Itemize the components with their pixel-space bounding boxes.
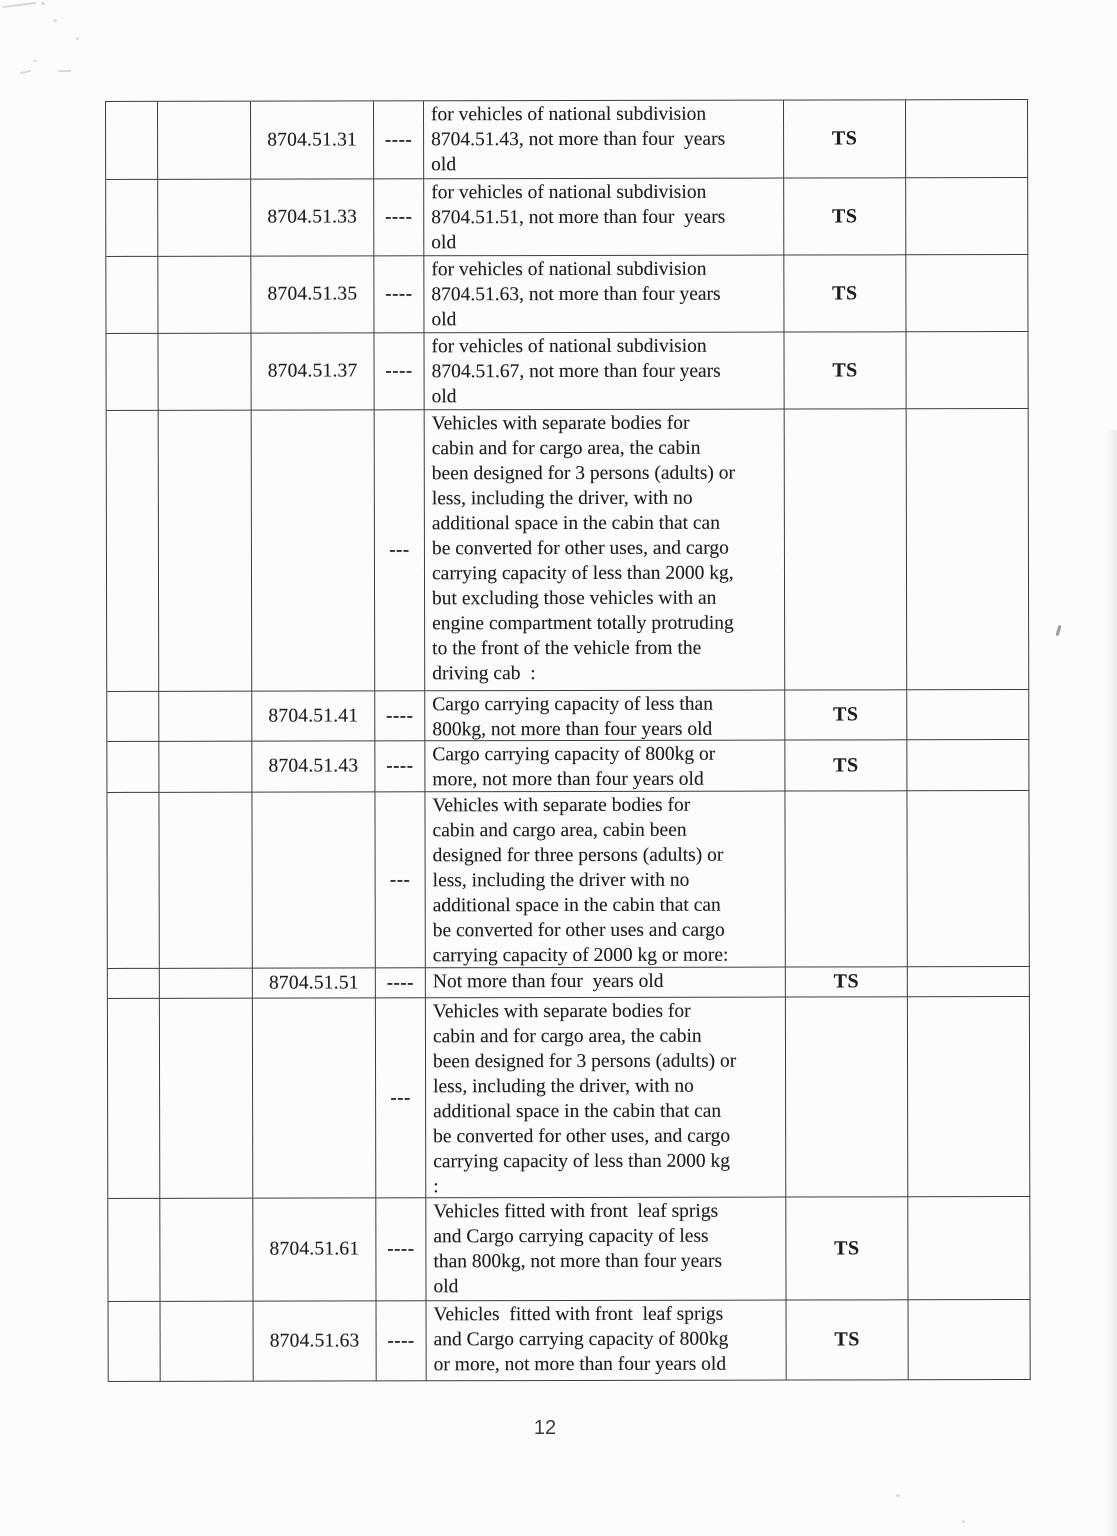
cell-empty: [107, 411, 160, 692]
cell-empty: [160, 969, 253, 999]
table-row: [109, 1300, 1031, 1382]
scan-speckle: [896, 1494, 900, 1497]
description: Vehicles fitted with front leaf sprigs and Cargo carrying capacity of less than 800kg, not more than four years old: [426, 1198, 786, 1302]
cell-empty: [158, 257, 251, 334]
scan-speckle: [76, 37, 79, 40]
dash-level: ----: [376, 968, 426, 998]
cell-empty: [907, 791, 1029, 967]
status-code: [786, 997, 908, 1197]
cell-empty: [907, 690, 1029, 740]
dash-level: ----: [374, 333, 424, 410]
dash-level: ----: [375, 741, 425, 792]
cell-empty: [906, 100, 1028, 178]
cell-empty: [109, 1302, 161, 1382]
hs-code: 8704.51.51: [253, 968, 376, 998]
cell-empty: [906, 178, 1028, 255]
description: Vehicles with separate bodies for cabin and for cargo area, the cabin been designed for 3 persons (adults) or less, including the driver, with no additional space in the cabin that can be converted for other uses, and cargo carrying capacity of less than 2000 kg, but excluding those vehicles with an engine compartment totally protruding to the front of the vehicle from the driving cab :: [425, 410, 786, 692]
status-code: TS: [786, 1197, 908, 1300]
dash-level: ----: [377, 1301, 427, 1381]
table-row: [106, 332, 1028, 411]
dash-level: ----: [374, 179, 424, 256]
table-row: [108, 997, 1030, 1199]
tariff-table: [105, 99, 1031, 1382]
status-code: TS: [787, 1300, 909, 1380]
cell-empty: [106, 257, 158, 334]
scan-speckle: [2, 2, 36, 8]
dash-level: ---: [376, 998, 426, 1198]
status-code: TS: [785, 690, 907, 740]
description: for vehicles of national subdivision 8704.51.63, not more than four years old: [424, 256, 784, 334]
table-row: [106, 255, 1028, 334]
cell-empty: [906, 332, 1028, 409]
cell-empty: [158, 334, 251, 411]
cell-empty: [160, 1199, 253, 1302]
status-code: [785, 791, 907, 967]
cell-empty: [906, 255, 1028, 332]
description: for vehicles of national subdivision 8704.51.43, not more than four years old: [424, 101, 784, 180]
scan-speckle: [33, 60, 37, 62]
scan-speckle: [20, 70, 31, 75]
cell-empty: [108, 999, 160, 1199]
table-row: [107, 409, 1030, 692]
status-code: [785, 409, 908, 690]
cell-empty: [908, 967, 1030, 997]
cell-empty: [907, 740, 1029, 791]
scan-speckle: [58, 70, 71, 72]
page-number: 12: [533, 1417, 557, 1439]
cell-empty: [160, 999, 253, 1199]
description: Vehicles fitted with front leaf sprigs and Cargo carrying capacity of 800kg or more, not more than four years old: [427, 1301, 787, 1382]
scan-speckle: [53, 19, 57, 22]
hs-code: [253, 998, 376, 1198]
dash-level: ---: [375, 410, 426, 691]
cell-empty: [107, 692, 159, 742]
status-code: TS: [784, 100, 906, 178]
dash-level: ----: [374, 101, 424, 179]
description: Cargo carrying capacity of less than 800kg, not more than four years old: [425, 691, 785, 742]
cell-empty: [108, 1199, 160, 1302]
cell-empty: [106, 180, 158, 257]
cell-empty: [107, 742, 159, 793]
table-row: [106, 100, 1028, 180]
table-row: [107, 690, 1029, 742]
table-row: [108, 1197, 1030, 1302]
hs-code: 8704.51.41: [252, 691, 375, 741]
status-code: TS: [784, 178, 906, 255]
dash-level: ----: [375, 691, 425, 741]
table-row: [107, 740, 1029, 793]
cell-empty: [908, 997, 1030, 1197]
hs-code: 8704.51.43: [252, 741, 375, 792]
hs-code: 8704.51.61: [253, 1198, 376, 1301]
scan-speckle: [1056, 625, 1062, 636]
status-code: TS: [785, 740, 907, 791]
scan-speckle: [41, 2, 45, 5]
status-code: TS: [786, 967, 908, 997]
cell-empty: [909, 1300, 1031, 1380]
cell-empty: [106, 102, 158, 180]
status-code: TS: [784, 255, 906, 332]
hs-code: [252, 792, 375, 968]
hs-code: 8704.51.35: [251, 256, 374, 333]
description: Cargo carrying capacity of 800kg or more, not more than four years old: [425, 741, 785, 793]
cell-empty: [159, 742, 252, 793]
scan-speckle: [962, 1520, 965, 1523]
dash-level: ---: [375, 792, 425, 968]
hs-code: 8704.51.33: [251, 179, 374, 256]
table-row: [106, 178, 1028, 257]
cell-empty: [161, 1302, 254, 1382]
hs-code: [252, 410, 376, 691]
description: for vehicles of national subdivision 8704.51.67, not more than four years old: [424, 333, 784, 411]
cell-empty: [159, 411, 253, 692]
cell-empty: [158, 102, 251, 180]
table-row: [108, 967, 1030, 999]
hs-code: 8704.51.63: [254, 1301, 377, 1381]
description: Not more than four years old: [426, 968, 786, 999]
cell-empty: [908, 1197, 1030, 1300]
cell-empty: [159, 793, 252, 969]
cell-empty: [108, 969, 160, 999]
dash-level: ----: [376, 1198, 426, 1301]
dash-level: ----: [374, 256, 424, 333]
description: Vehicles with separate bodies for cabin and for cargo area, the cabin been designed for 3 persons (adults) or less, including the driver, with no additional space in the cabin that can be converted for other uses, and cargo carrying capacity of less than 2000 kg :: [426, 998, 786, 1199]
table-row: [107, 791, 1029, 969]
scan-edge-shadow: [1105, 430, 1117, 1536]
status-code: TS: [784, 332, 906, 409]
cell-empty: [106, 334, 158, 411]
cell-empty: [159, 692, 252, 742]
hs-code: 8704.51.37: [251, 333, 374, 410]
description: for vehicles of national subdivision 8704.51.51, not more than four years old: [424, 179, 784, 257]
hs-code: 8704.51.31: [251, 101, 374, 179]
description: Vehicles with separate bodies for cabin and cargo area, cabin been designed for three persons (adults) or less, including the driver with no additional space in the cabin that can be converted for other uses and cargo carrying capacity of 2000 kg or more:: [425, 792, 785, 969]
cell-empty: [107, 793, 159, 969]
cell-empty: [158, 180, 251, 257]
cell-empty: [907, 409, 1030, 690]
